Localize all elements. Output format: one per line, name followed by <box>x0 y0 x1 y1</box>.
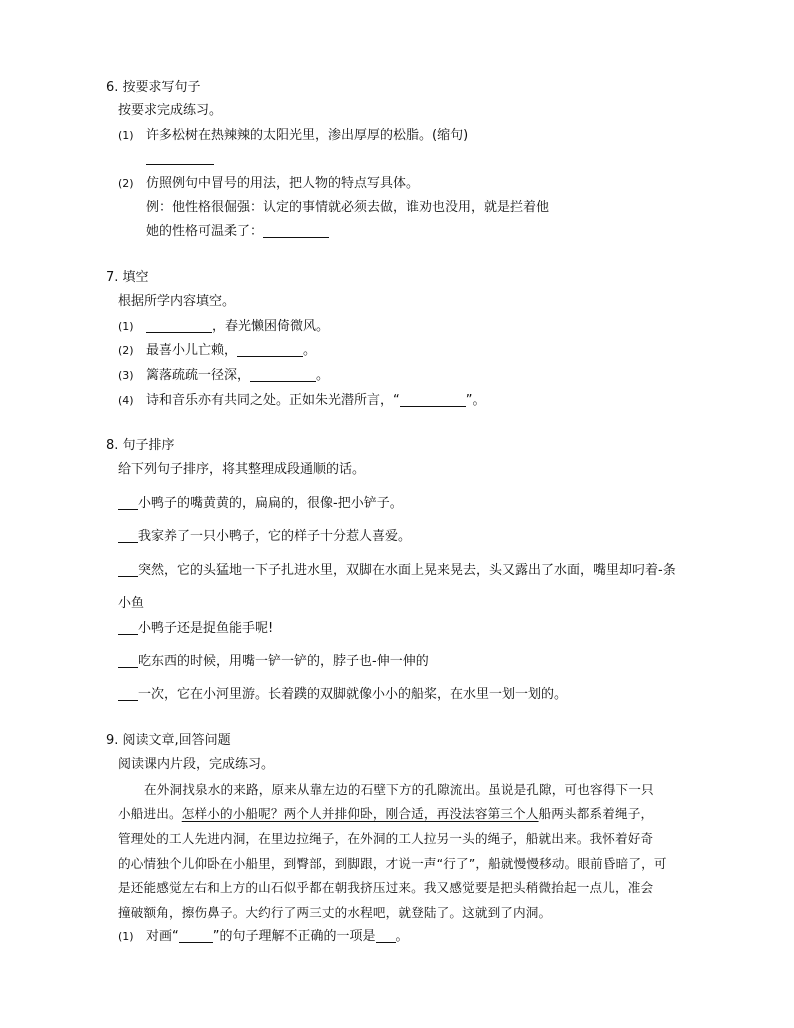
question-8-title: 8. 句子排序 <box>106 438 175 453</box>
item-number: (3) <box>118 369 134 382</box>
item-number: (2) <box>118 177 134 190</box>
sort-sentence-2: 我家养了一只小鸭子，它的样子十分惹人喜爱。 <box>118 527 411 547</box>
question-6-item-1: 许多松树在热辣辣的太阳光里，渗出厚厚的松脂。(缩句) <box>146 128 469 143</box>
question-9-sub-1: 对画“ ”的句子理解不正确的一项是 。 <box>146 929 409 944</box>
sort-sentence-3-continued: 小鱼 <box>118 596 145 611</box>
answer-blank-6-1[interactable] <box>146 149 214 169</box>
question-7-item-3: 篱落疏疏一径深， 。 <box>146 368 330 383</box>
passage-line: 管理处的工人先进内洞，在里边拉绳子，在外洞的工人拉另一头的绳子，船就出来。我怀着好奇 <box>118 831 654 846</box>
question-7-title: 7. 填空 <box>106 270 149 285</box>
question-7-item-4: 诗和音乐亦有共同之处。正如朱光潜所言，“ ”。 <box>146 393 486 408</box>
prompt-text: 她的性格可温柔了： <box>146 224 264 239</box>
question-6-prompt <box>146 222 329 242</box>
passage-line: 在外洞找泉水的来路，原来从靠左边的石壁下方的孔隙流出。虽说是孔隙，可也容得下一只 <box>144 782 654 797</box>
order-blank[interactable] <box>118 528 138 543</box>
question-9-instruction: 阅读课内片段，完成练习。 <box>118 757 275 772</box>
passage-line: 小船进出。怎样小的小船呢？两个人并排仰卧，刚合适，再没法容第三个人船两头都系着绳子， <box>118 806 654 821</box>
question-7-item-1: ，春光懒困倚微风。 <box>146 317 329 337</box>
answer-blank-7-1[interactable] <box>146 318 212 333</box>
item-number: (2) <box>118 344 134 357</box>
question-9-title: 9. 阅读文章,回答问题 <box>106 733 231 748</box>
question-6-title: 6. 按要求写句子 <box>106 80 201 95</box>
item-number: (1) <box>118 930 134 943</box>
item-number: (4) <box>118 394 134 407</box>
question-7-instruction: 根据所学内容填空。 <box>118 294 236 309</box>
answer-blank-9-1[interactable] <box>376 928 396 943</box>
question-8-instruction: 给下列句子排序，将其整理成段通顺的话。 <box>118 462 366 477</box>
order-blank[interactable] <box>118 620 138 635</box>
order-blank[interactable] <box>118 686 138 701</box>
order-blank[interactable] <box>118 495 138 510</box>
underline-sample <box>179 928 213 943</box>
sort-sentence-3: 突然，它的头猛地一下子扎进水里，双脚在水面上晃来晃去，头又露出了水面，嘴里却叼着-条 <box>118 561 676 581</box>
item-number: (1) <box>118 320 134 333</box>
sort-sentence-1: 小鸭子的嘴黄黄的，扁扁的，很像-把小铲子。 <box>118 494 403 514</box>
question-6-instruction: 按要求完成练习。 <box>118 103 223 118</box>
order-blank[interactable] <box>118 562 138 577</box>
passage-line: 撞破额角，擦伤鼻子。大约行了两三丈的水程吧，就登陆了。这就到了内洞。 <box>118 905 552 920</box>
passage-line: 是还能感觉左右和上方的山石似乎都在朝我挤压过来。我又感觉要是把头稍微抬起一点儿，准会 <box>118 880 654 895</box>
underlined-sentence: 怎样小的小船呢？两个人并排仰卧，刚合适，再没法容第三个人 <box>181 806 539 821</box>
order-blank[interactable] <box>118 653 138 668</box>
question-6-example: 例：他性格很倔强：认定的事情就必须去做，谁劝也没用，就是拦着他 <box>146 200 550 215</box>
sort-sentence-6: 一次，它在小河里游。长着蹼的双脚就像小小的船桨，在水里一划一划的。 <box>118 685 567 705</box>
answer-blank-7-3[interactable] <box>250 367 316 382</box>
question-7-item-2: 最喜小儿亡赖， 。 <box>146 343 317 358</box>
passage-line: 的心情独个儿仰卧在小船里，到臀部，到脚跟，才说一声“行了”，船就慢慢移动。眼前昏暗了，可 <box>118 856 667 871</box>
answer-blank-7-4[interactable] <box>400 392 466 407</box>
sort-sentence-5: 吃东西的时候，用嘴一铲一铲的，脖子也-伸一伸的 <box>118 652 429 672</box>
answer-blank-7-2[interactable] <box>237 342 303 357</box>
sort-sentence-4: 小鸭子还是捉鱼能手呢! <box>118 619 273 639</box>
answer-blank-6-2[interactable] <box>263 223 329 238</box>
item-number: (1) <box>118 129 134 142</box>
question-6-item-2: 仿照例句中冒号的用法，把人物的特点写具体。 <box>146 176 420 191</box>
